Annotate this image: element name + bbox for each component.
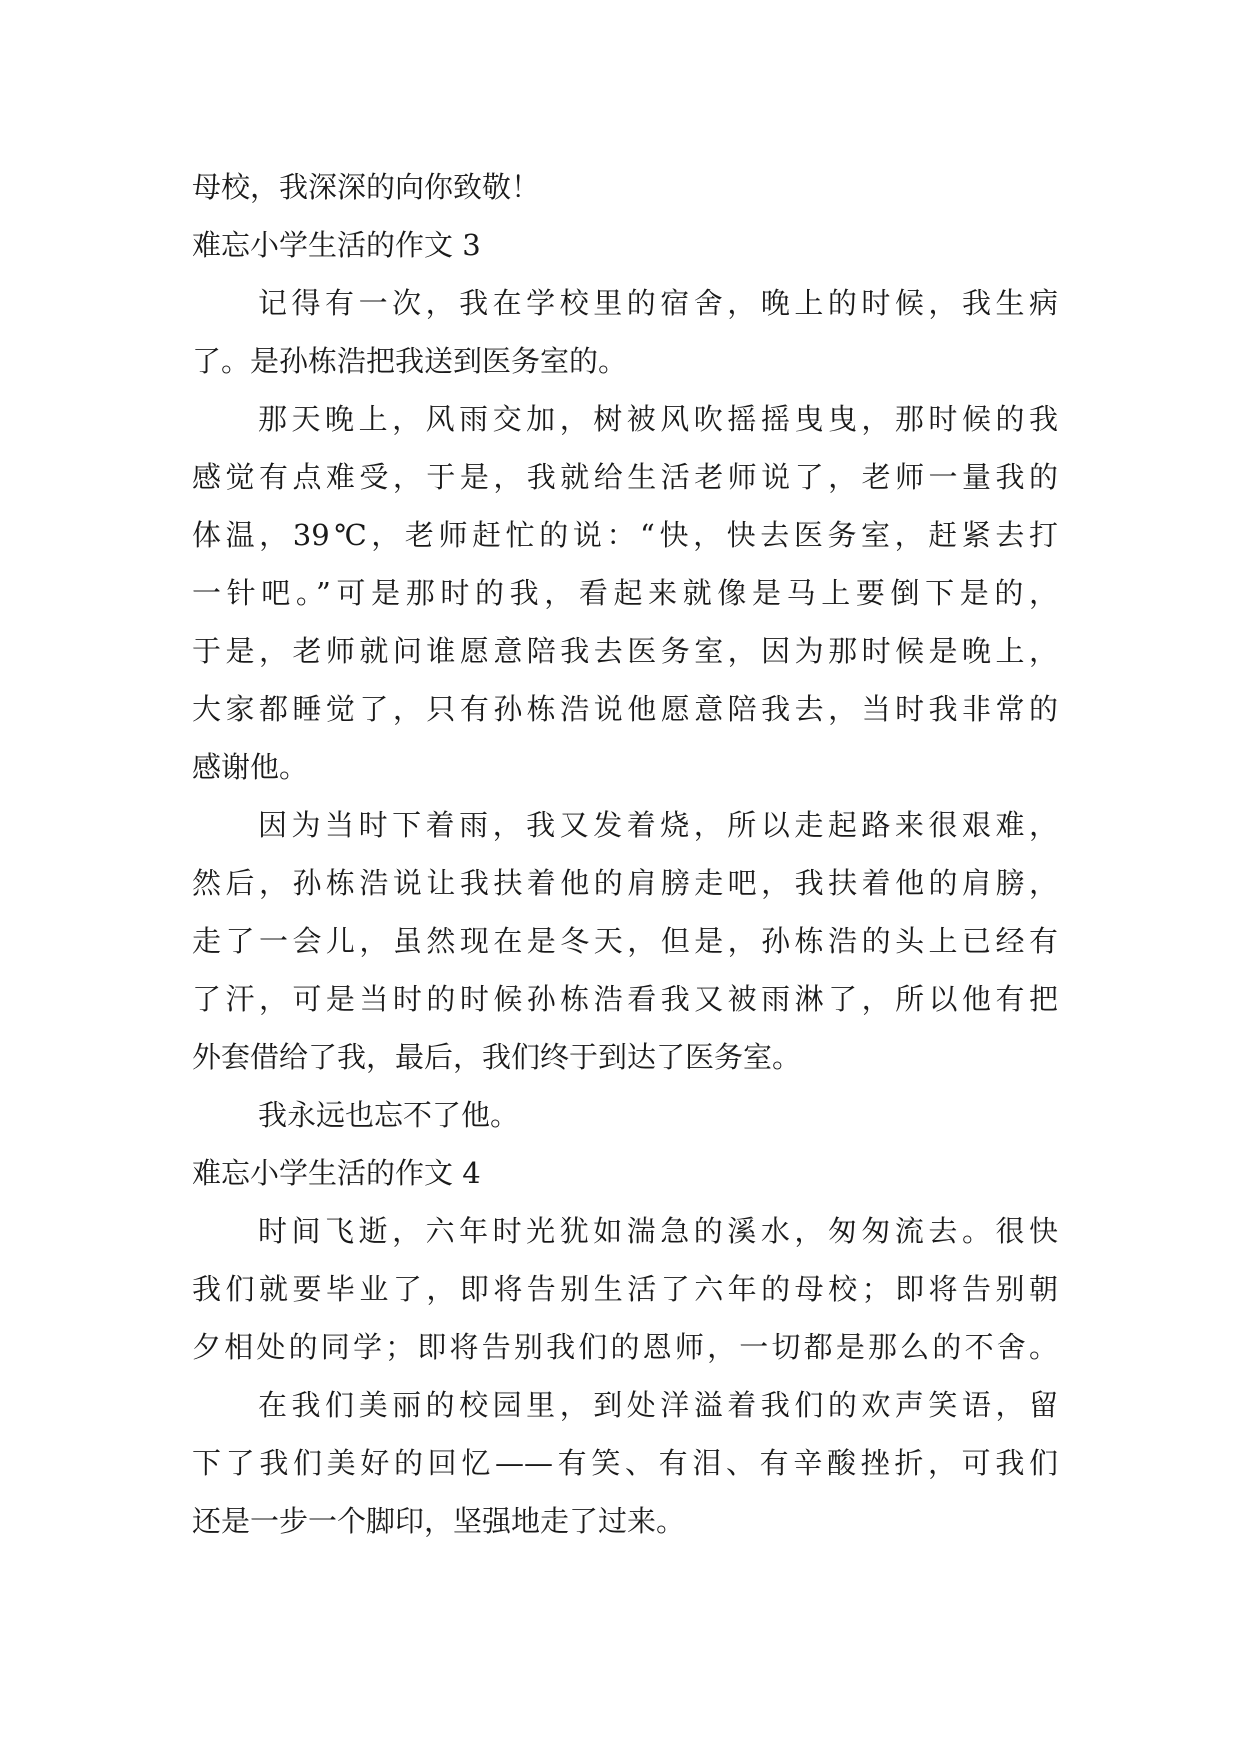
text-line-5: 那天晚上，风雨交加，树被风吹摇摇曳曳，那时候的我 — [258, 402, 1058, 436]
text-line-21: 夕相处的同学；即将告别我们的恩师，一切都是那么的不舍。 — [192, 1330, 1058, 1364]
text-line-11: 感谢他。 — [192, 750, 309, 784]
text-line-13: 然后，孙栋浩说让我扶着他的肩膀走吧，我扶着他的肩膀， — [192, 866, 1058, 900]
text-line-10: 大家都睡觉了，只有孙栋浩说他愿意陪我去，当时我非常的 — [192, 692, 1058, 726]
section-heading-3: 难忘小学生活的作文 3 — [192, 228, 481, 262]
section-heading-4: 难忘小学生活的作文 4 — [192, 1156, 481, 1190]
text-line-9: 于是，老师就问谁愿意陪我去医务室，因为那时候是晚上， — [192, 634, 1058, 668]
text-line-15: 了汗，可是当时的时候孙栋浩看我又被雨淋了，所以他有把 — [192, 982, 1058, 1016]
text-line-8: 一针吧。”可是那时的我，看起来就像是马上要倒下是的， — [192, 576, 1058, 610]
text-column — [192, 158, 1058, 1550]
text-line-3: 记得有一次，我在学校里的宿舍，晚上的时候，我生病 — [258, 286, 1058, 320]
text-line-14: 走了一会儿，虽然现在是冬天，但是，孙栋浩的头上已经有 — [192, 924, 1058, 958]
text-line-7: 体温，39℃，老师赶忙的说：“快，快去医务室，赶紧去打 — [192, 518, 1058, 552]
text-line-17: 我永远也忘不了他。 — [258, 1098, 520, 1132]
text-line-24: 还是一步一个脚印，坚强地走了过来。 — [192, 1504, 686, 1538]
text-line-22: 在我们美丽的校园里，到处洋溢着我们的欢声笑语，留 — [258, 1388, 1058, 1422]
text-line-4: 了。是孙栋浩把我送到医务室的。 — [192, 344, 628, 378]
text-line-20: 我们就要毕业了，即将告别生活了六年的母校；即将告别朝 — [192, 1272, 1058, 1306]
text-line-23: 下了我们美好的回忆——有笑、有泪、有辛酸挫折，可我们 — [192, 1446, 1058, 1480]
text-line-1: 母校，我深深的向你致敬！ — [192, 170, 541, 204]
text-line-16: 外套借给了我，最后，我们终于到达了医务室。 — [192, 1040, 802, 1074]
text-line-12: 因为当时下着雨，我又发着烧，所以走起路来很艰难， — [258, 808, 1058, 842]
text-line-6: 感觉有点难受，于是，我就给生活老师说了，老师一量我的 — [192, 460, 1058, 494]
text-line-19: 时间飞逝，六年时光犹如湍急的溪水，匆匆流去。很快 — [258, 1214, 1058, 1248]
